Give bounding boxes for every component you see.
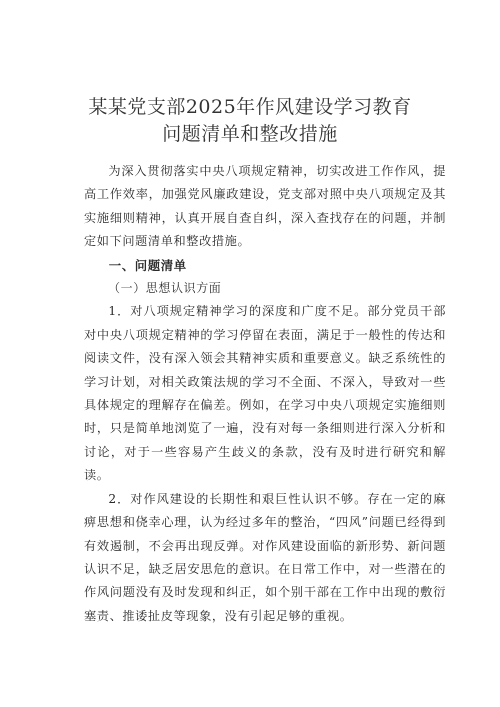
document-title-line2: 问题清单和整改措施 <box>162 123 338 145</box>
intro-paragraph: 为深入贯彻落实中央八项规定精神，切实改进工作作风，提高工作效率，加强党风廉政建设，党支部对照中央八项规定及其实施细则精神，认真开展自查自纠，深入查找存在的问题，并制定如下问题清单和整改措施。 <box>84 164 446 249</box>
document-body <box>84 160 446 628</box>
subsection-heading-thinking: （一）思想认识方面 <box>108 281 222 296</box>
problem-item-2: 2．对作风建设的长期性和艰巨性认识不够。存在一定的麻痹思想和侥幸心理，认为经过多年的整治，“四风”问题已经得到有效遏制，不会再出现反弹。对作风建设面临的新形势、新问题认识不足，缺乏居安思危的意识。在日常工作中，对一些潜在的作风问题没有及时发现和纠正，如个别干部在工作中出现的敷衍塞责、推诿扯皮等现象，没有引起足够的重视。 <box>84 491 446 623</box>
section-heading-problem-list: 一、问题清单 <box>108 257 187 273</box>
document-title-line1: 某某党支部2025年作风建设学习教育 <box>88 96 412 118</box>
problem-item-1: 1．对八项规定精神学习的深度和广度不足。部分党员干部对中央八项规定精神的学习停留在表面，满足于一般性的传达和阅读文件，没有深入领会其精神实质和重要意义。缺乏系统性的学习计划，对相关政策法规的学习不全面、不深入，导致对一些具体规定的理解存在偏差。例如，在学习中央八项规定实施细则时，只是简单地浏览了一遍，没有对每一条细则进行深入分析和讨论，对于一些容易产生歧义的条款，没有及时进行研究和解读。 <box>84 304 446 483</box>
